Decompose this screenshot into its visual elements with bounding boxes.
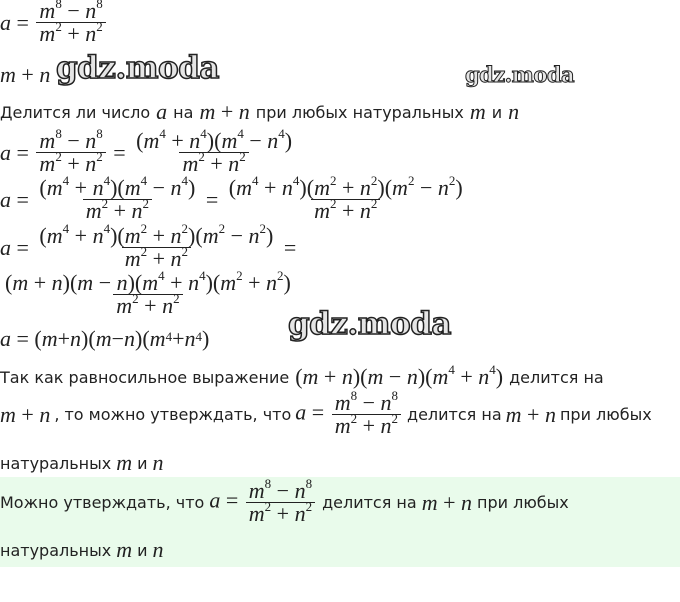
solution-step-2: a = $\frac{(m^4 + n^4)(m^4 - n^4)}{m^2 + n^2}$ = $\frac{(m^4 + n^4)(m^2 + n^2)(m^2 - n^2)}{m^2 + n^2}$ bbox=[0, 172, 463, 223]
explanation-line-2: m + n , то можно утверждать, что a = $\frac{m^8 - n^8}{m^2 + n^2}$ делится на m + n при любых bbox=[0, 387, 652, 438]
watermark-3: gdz.moda bbox=[288, 306, 451, 342]
answer-line-1: Можно утверждать, что a = $\frac{m^8 - n^8}{m^2 + n^2}$ делится на m + n при любых bbox=[0, 475, 569, 526]
watermark-1: gdz.moda bbox=[56, 50, 219, 86]
explanation-line-1: Так как равносильное выражение $(m + n)(m - n)(m^4 + n^4)$ делится на bbox=[0, 361, 604, 389]
solution-step-3: a = $\frac{(m^4 + n^4)(m^2 + n^2)(m^2 - n^2)}{m^2 + n^2}$ = bbox=[0, 220, 297, 271]
watermark-2: gdz.moda bbox=[465, 62, 575, 87]
solution-step-4: $\frac{(m + n)(m - n)(m^4 + n^4)(m^2 + n^2)}{m^2 + n^2}$ bbox=[5, 267, 291, 318]
task-question: Делится ли число a на m + n при любых натуральных m и n bbox=[0, 99, 520, 124]
explanation-line-3: натуральных m и n bbox=[0, 450, 164, 475]
answer-line-2: натуральных m и n bbox=[0, 537, 164, 562]
solution-result: a = ( m + n )( m − n )( m $^4$ + n $^4$ ) bbox=[0, 326, 210, 351]
divisor-expression: m + n bbox=[0, 62, 51, 87]
solution-step-1: a = $\frac{m^8 - n^8}{m^2 + n^2}$ = $\frac{(m^4 + n^4)(m^4 - n^4)}{m^2 + n^2}$ bbox=[0, 125, 293, 176]
given-formula: a = $\frac{m^8 - n^8}{m^2 + n^2}$ bbox=[0, 0, 108, 45]
answer-box bbox=[0, 477, 680, 567]
